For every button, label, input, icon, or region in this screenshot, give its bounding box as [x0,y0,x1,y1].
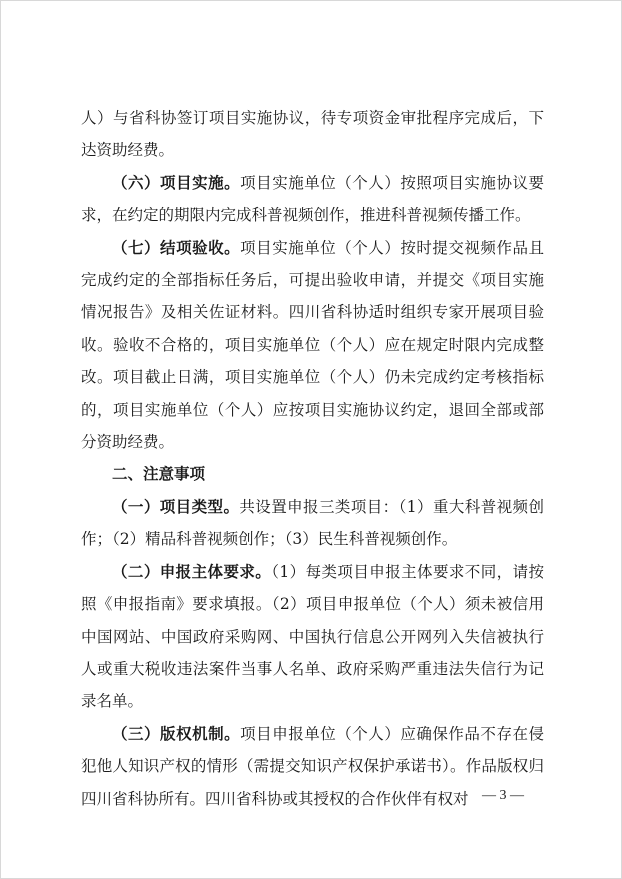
paragraph-lead: （三）版权机制。 [112,723,241,743]
document-body [81,102,544,815]
paragraph-lead: （二）申报主体要求。 [112,561,272,581]
paragraph-text: 共设置申报三类项目：（1）重大科普视频创作；（2）精品科普视频创作；（3）民生科普视频创作。 [81,497,544,549]
paragraph-project-types [81,491,544,556]
paragraph-project-acceptance [81,232,544,459]
page-number: — 3 — [482,788,524,803]
paragraph-lead: （一）项目类型。 [112,496,240,516]
paragraph-applicant-requirements [81,556,544,718]
paragraph-lead: （六）项目实施。 [112,172,241,192]
paragraph-text: （1）每类项目申报主体要求不同，请按照《申报指南》要求填报。（2）项目申报单位（个人）须未被信用中国网站、中国政府采购网、中国执行信息公开网列入失信被执行人或重大税收违法案件当事人名单、政府采购严重违法失信行为记录名单。 [81,562,544,711]
paragraph-copyright [81,718,544,815]
paragraph-text: 项目实施单位（个人）按时提交视频作品且完成约定的全部指标任务后，可提出验收申请，并提交《项目实施情况报告》及相关佐证材料。四川省科协适时组织专家开展项目验收。验收不合格的，项目实施单位（个人）应在规定时限内完成整改。项目截止日满，项目实施单位（个人）仍未完成约定考核指标的，项目实施单位（个人）应按项目实施协议约定，退回全部或部分资助经费。 [81,238,544,452]
paragraph-text: 项目实施单位（个人）按照项目实施协议要求，在约定的期限内完成科普视频创作，推进科普视频传播工作。 [81,173,544,225]
section-heading: 二、注意事项 [112,465,206,484]
paragraph-project-implementation [81,167,544,232]
paragraph-continuation [81,102,544,167]
paragraph-lead: （七）结项验收。 [112,237,241,257]
paragraph-text: 人）与省科协签订项目实施协议，待专项资金审批程序完成后，下达资助经费。 [81,109,544,160]
paragraph-text: 项目申报单位（个人）应确保作品不存在侵犯他人知识产权的情形（需提交知识产权保护承诺书）。作品版权归四川省科协所有。四川省科协或其授权的合作伙伴有权对 [81,724,544,808]
